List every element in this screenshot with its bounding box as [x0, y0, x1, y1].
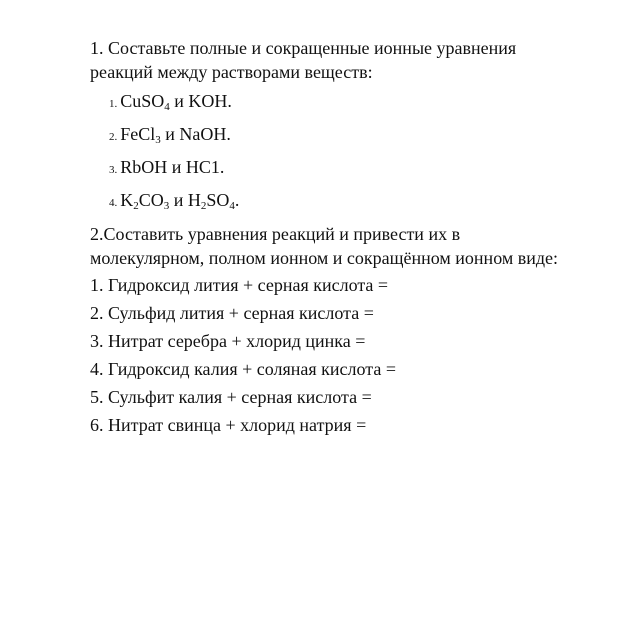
formula-subscript: 2 — [200, 200, 207, 212]
task1-item — [109, 123, 560, 148]
task1-item — [109, 189, 560, 214]
task2-item: 6. Нитрат свинца + хлорид натрия = — [90, 415, 367, 435]
task1-item — [109, 90, 560, 115]
formula-text: и H — [169, 190, 201, 210]
formula-subscript: 2 — [133, 200, 139, 212]
task2-list — [90, 274, 560, 436]
formula-subscript: 4 — [164, 101, 170, 113]
item-number: 4. — [109, 197, 118, 209]
task2-item: 4. Гидроксид калия + соляная кислота = — [90, 359, 397, 379]
task1-item — [109, 156, 560, 181]
task2-item: 1. Гидроксид лития + серная кислота = — [90, 275, 389, 295]
formula-text: RbOH и HC1. — [120, 157, 225, 177]
formula-text: . — [234, 190, 240, 210]
formula-text: и KOH. — [169, 91, 232, 111]
formula-subscript: 3 — [155, 134, 161, 146]
document — [90, 36, 560, 442]
formula-text: K — [120, 190, 134, 210]
formula-subscript: 3 — [163, 200, 170, 212]
task1-heading: 1. Составьте полные и сокращенные ионные уравнения реакций между растворами веществ: — [90, 38, 517, 82]
task1-list — [109, 90, 560, 214]
task2-item: 3. Нитрат серебра + хлорид цинка = — [90, 331, 366, 351]
formula-text: и NaOH. — [160, 124, 231, 144]
formula-text: SO — [206, 190, 230, 210]
item-number: 3. — [109, 164, 118, 176]
item-number: 2. — [109, 131, 118, 143]
task2-item: 5. Сульфит калия + серная кислота = — [90, 387, 372, 407]
formula-text: FeCl — [120, 124, 156, 144]
task2-heading: 2.Составить уравнения реакций и привести их в молекулярном, полном ионном и сокращённом ионном виде: — [90, 224, 559, 268]
formula-text: CuSO — [120, 91, 165, 111]
formula-text: CO — [138, 190, 164, 210]
task2-item: 2. Сульфид лития + серная кислота = — [90, 303, 374, 323]
formula-subscript: 4 — [229, 200, 235, 212]
item-number: 1. — [109, 98, 118, 110]
